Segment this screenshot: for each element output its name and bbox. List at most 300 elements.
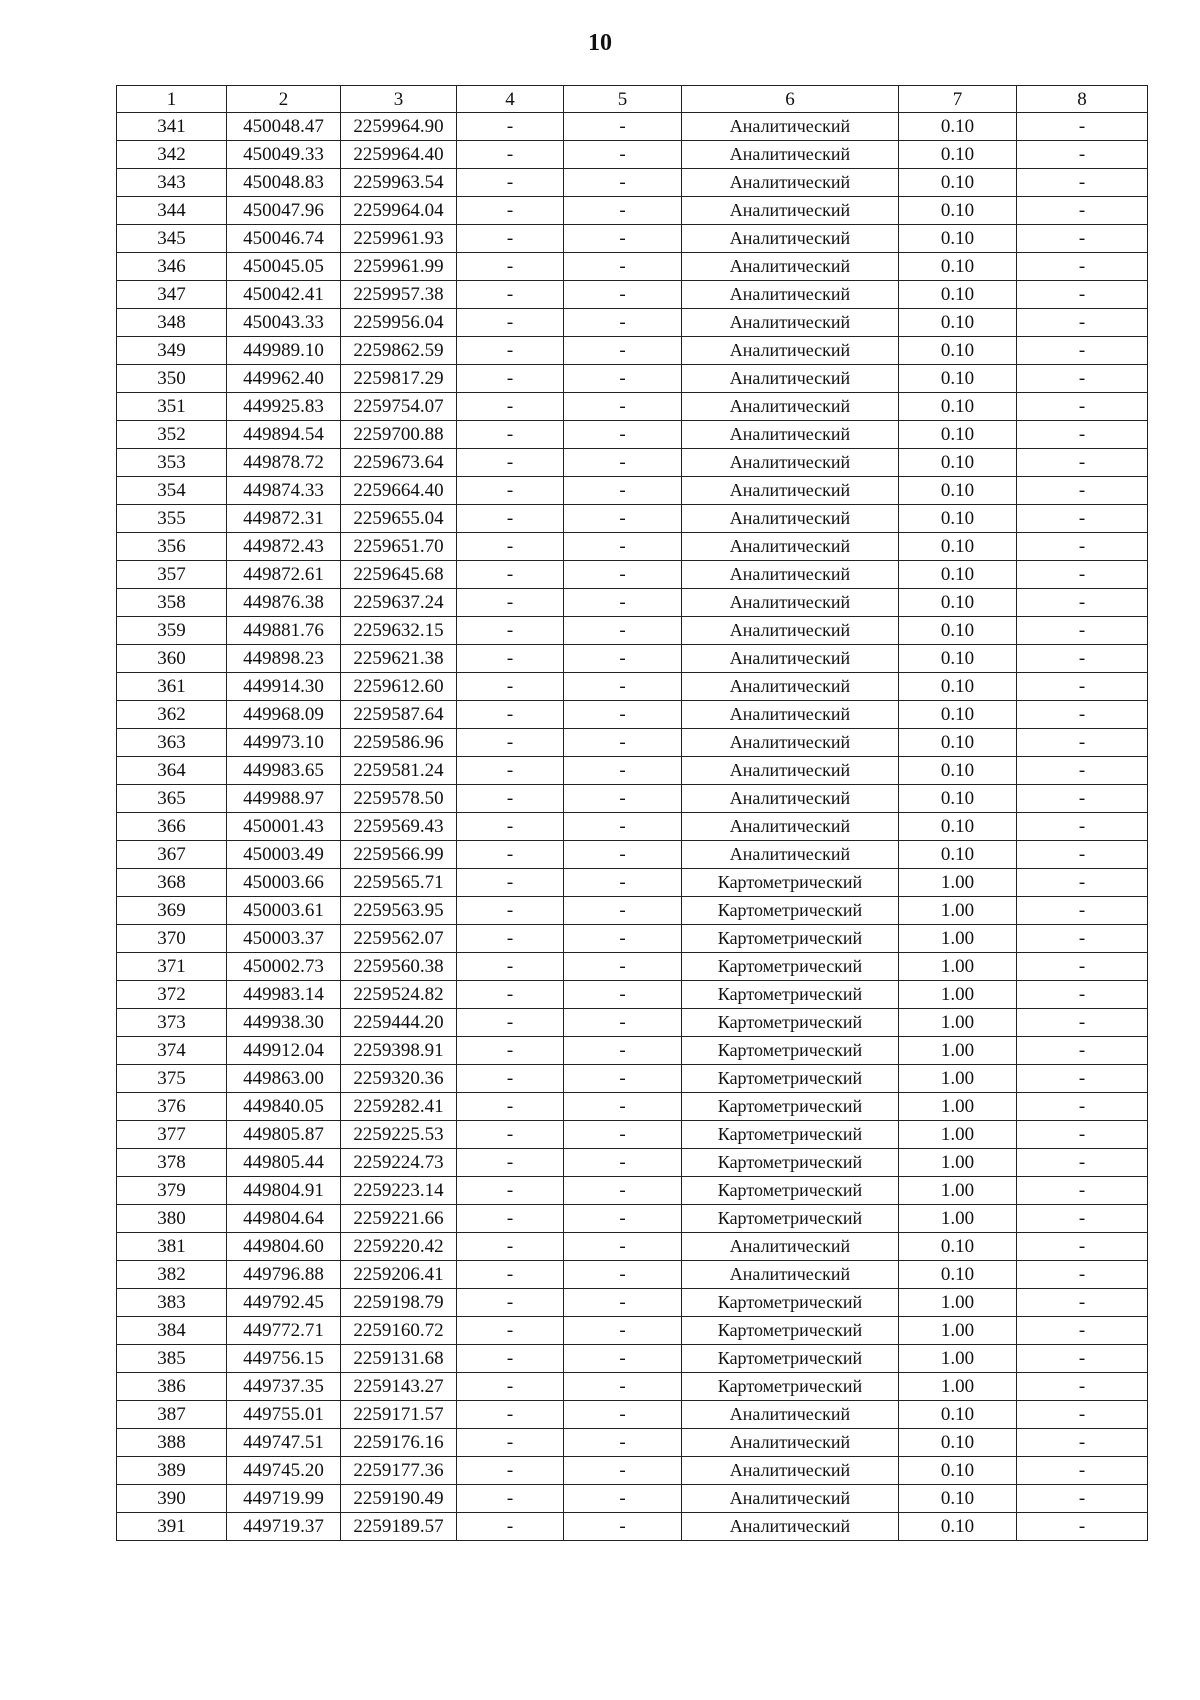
cell-method: Аналитический <box>682 253 899 281</box>
cell-method: Картометрический <box>682 925 899 953</box>
cell-coord-y: 2259655.04 <box>341 505 457 533</box>
cell-coord-x: 449872.43 <box>227 533 341 561</box>
cell-point-number: 365 <box>117 785 227 813</box>
cell-coord-x: 449872.31 <box>227 505 341 533</box>
table-row <box>117 113 1148 141</box>
cell-col-8: - <box>1017 1289 1148 1317</box>
cell-accuracy: 1.00 <box>899 1345 1017 1373</box>
cell-col-5: - <box>564 1205 682 1233</box>
cell-coord-x: 450045.05 <box>227 253 341 281</box>
cell-coord-y: 2259398.91 <box>341 1037 457 1065</box>
cell-accuracy: 0.10 <box>899 673 1017 701</box>
cell-col-8: - <box>1017 505 1148 533</box>
cell-col-4: - <box>457 1289 564 1317</box>
cell-accuracy: 0.10 <box>899 309 1017 337</box>
cell-col-5: - <box>564 645 682 673</box>
cell-accuracy: 1.00 <box>899 1317 1017 1345</box>
cell-method: Картометрический <box>682 1289 899 1317</box>
cell-coord-x: 449840.05 <box>227 1093 341 1121</box>
cell-col-4: - <box>457 1401 564 1429</box>
cell-coord-y: 2259160.72 <box>341 1317 457 1345</box>
cell-accuracy: 0.10 <box>899 477 1017 505</box>
cell-method: Картометрический <box>682 1149 899 1177</box>
cell-point-number: 353 <box>117 449 227 477</box>
cell-coord-x: 449962.40 <box>227 365 341 393</box>
cell-col-5: - <box>564 1345 682 1373</box>
table-row <box>117 281 1148 309</box>
table-row <box>117 1093 1148 1121</box>
table-row <box>117 1317 1148 1345</box>
cell-coord-y: 2259664.40 <box>341 477 457 505</box>
cell-col-4: - <box>457 1093 564 1121</box>
cell-point-number: 368 <box>117 869 227 897</box>
cell-col-4: - <box>457 141 564 169</box>
cell-point-number: 374 <box>117 1037 227 1065</box>
cell-coord-y: 2259220.42 <box>341 1233 457 1261</box>
cell-point-number: 382 <box>117 1261 227 1289</box>
cell-method: Аналитический <box>682 785 899 813</box>
table-row <box>117 645 1148 673</box>
cell-coord-x: 449881.76 <box>227 617 341 645</box>
cell-col-5: - <box>564 953 682 981</box>
cell-coord-y: 2259206.41 <box>341 1261 457 1289</box>
cell-accuracy: 0.10 <box>899 113 1017 141</box>
cell-coord-y: 2259223.14 <box>341 1177 457 1205</box>
cell-col-4: - <box>457 253 564 281</box>
cell-point-number: 376 <box>117 1093 227 1121</box>
cell-point-number: 389 <box>117 1457 227 1485</box>
cell-col-8: - <box>1017 1177 1148 1205</box>
cell-accuracy: 0.10 <box>899 701 1017 729</box>
cell-point-number: 373 <box>117 1009 227 1037</box>
column-header-7: 7 <box>899 86 1017 113</box>
cell-col-5: - <box>564 701 682 729</box>
cell-method: Картометрический <box>682 1345 899 1373</box>
cell-accuracy: 0.10 <box>899 1457 1017 1485</box>
cell-method: Аналитический <box>682 1513 899 1541</box>
cell-coord-x: 449874.33 <box>227 477 341 505</box>
cell-col-8: - <box>1017 701 1148 729</box>
cell-coord-x: 449968.09 <box>227 701 341 729</box>
table-row <box>117 197 1148 225</box>
table-row <box>117 1205 1148 1233</box>
cell-point-number: 355 <box>117 505 227 533</box>
cell-col-4: - <box>457 1037 564 1065</box>
cell-col-4: - <box>457 281 564 309</box>
cell-accuracy: 1.00 <box>899 1289 1017 1317</box>
cell-accuracy: 0.10 <box>899 281 1017 309</box>
cell-coord-x: 450047.96 <box>227 197 341 225</box>
cell-method: Картометрический <box>682 1177 899 1205</box>
cell-col-5: - <box>564 169 682 197</box>
cell-point-number: 361 <box>117 673 227 701</box>
cell-col-8: - <box>1017 1429 1148 1457</box>
cell-col-8: - <box>1017 925 1148 953</box>
cell-accuracy: 0.10 <box>899 1485 1017 1513</box>
cell-coord-x: 449894.54 <box>227 421 341 449</box>
cell-accuracy: 0.10 <box>899 505 1017 533</box>
cell-method: Картометрический <box>682 1009 899 1037</box>
column-header-2: 2 <box>227 86 341 113</box>
cell-col-8: - <box>1017 197 1148 225</box>
table-row <box>117 533 1148 561</box>
cell-coord-y: 2259700.88 <box>341 421 457 449</box>
cell-coord-x: 449925.83 <box>227 393 341 421</box>
cell-coord-y: 2259566.99 <box>341 841 457 869</box>
cell-col-8: - <box>1017 1205 1148 1233</box>
cell-point-number: 385 <box>117 1345 227 1373</box>
cell-col-8: - <box>1017 1149 1148 1177</box>
cell-method: Аналитический <box>682 421 899 449</box>
column-header-8: 8 <box>1017 86 1148 113</box>
cell-accuracy: 0.10 <box>899 841 1017 869</box>
cell-coord-x: 450048.47 <box>227 113 341 141</box>
cell-col-5: - <box>564 337 682 365</box>
cell-point-number: 381 <box>117 1233 227 1261</box>
table-header-row <box>117 86 1148 113</box>
cell-coord-x: 449983.65 <box>227 757 341 785</box>
cell-accuracy: 0.10 <box>899 1513 1017 1541</box>
cell-point-number: 375 <box>117 1065 227 1093</box>
cell-coord-y: 2259565.71 <box>341 869 457 897</box>
cell-col-8: - <box>1017 869 1148 897</box>
cell-coord-y: 2259961.99 <box>341 253 457 281</box>
cell-coord-y: 2259131.68 <box>341 1345 457 1373</box>
cell-method: Картометрический <box>682 869 899 897</box>
cell-col-4: - <box>457 1261 564 1289</box>
cell-col-8: - <box>1017 1121 1148 1149</box>
cell-coord-y: 2259637.24 <box>341 589 457 617</box>
cell-coord-x: 449872.61 <box>227 561 341 589</box>
cell-accuracy: 1.00 <box>899 869 1017 897</box>
cell-col-4: - <box>457 309 564 337</box>
table-row <box>117 1429 1148 1457</box>
cell-method: Аналитический <box>682 561 899 589</box>
cell-accuracy: 0.10 <box>899 561 1017 589</box>
cell-point-number: 351 <box>117 393 227 421</box>
table-row <box>117 477 1148 505</box>
cell-col-5: - <box>564 505 682 533</box>
cell-method: Аналитический <box>682 141 899 169</box>
cell-coord-y: 2259563.95 <box>341 897 457 925</box>
cell-col-4: - <box>457 197 564 225</box>
cell-col-5: - <box>564 477 682 505</box>
cell-col-8: - <box>1017 673 1148 701</box>
cell-col-5: - <box>564 1513 682 1541</box>
cell-col-4: - <box>457 757 564 785</box>
cell-point-number: 343 <box>117 169 227 197</box>
cell-col-8: - <box>1017 645 1148 673</box>
cell-col-4: - <box>457 897 564 925</box>
cell-col-8: - <box>1017 1345 1148 1373</box>
cell-coord-y: 2259612.60 <box>341 673 457 701</box>
cell-accuracy: 1.00 <box>899 981 1017 1009</box>
cell-col-8: - <box>1017 449 1148 477</box>
table-row <box>117 1401 1148 1429</box>
cell-col-4: - <box>457 505 564 533</box>
table-row <box>117 225 1148 253</box>
cell-accuracy: 1.00 <box>899 1121 1017 1149</box>
cell-col-5: - <box>564 869 682 897</box>
cell-col-8: - <box>1017 813 1148 841</box>
cell-method: Аналитический <box>682 309 899 337</box>
cell-point-number: 357 <box>117 561 227 589</box>
cell-col-8: - <box>1017 1233 1148 1261</box>
cell-col-4: - <box>457 1317 564 1345</box>
cell-col-4: - <box>457 533 564 561</box>
cell-coord-x: 450001.43 <box>227 813 341 841</box>
cell-coord-x: 449772.71 <box>227 1317 341 1345</box>
cell-point-number: 354 <box>117 477 227 505</box>
cell-col-5: - <box>564 813 682 841</box>
cell-accuracy: 0.10 <box>899 617 1017 645</box>
cell-coord-x: 449745.20 <box>227 1457 341 1485</box>
table-row <box>117 337 1148 365</box>
cell-coord-y: 2259651.70 <box>341 533 457 561</box>
cell-col-5: - <box>564 841 682 869</box>
cell-col-4: - <box>457 925 564 953</box>
table-row <box>117 1345 1148 1373</box>
table-row <box>117 365 1148 393</box>
table-row <box>117 1149 1148 1177</box>
table-row <box>117 141 1148 169</box>
cell-point-number: 384 <box>117 1317 227 1345</box>
cell-col-4: - <box>457 113 564 141</box>
cell-col-5: - <box>564 1317 682 1345</box>
cell-point-number: 387 <box>117 1401 227 1429</box>
cell-coord-x: 449747.51 <box>227 1429 341 1457</box>
cell-coord-y: 2259587.64 <box>341 701 457 729</box>
table-row <box>117 617 1148 645</box>
cell-accuracy: 1.00 <box>899 1037 1017 1065</box>
table-body <box>117 86 1148 1541</box>
cell-coord-y: 2259578.50 <box>341 785 457 813</box>
cell-col-5: - <box>564 365 682 393</box>
cell-col-8: - <box>1017 253 1148 281</box>
cell-accuracy: 1.00 <box>899 1177 1017 1205</box>
cell-coord-y: 2259176.16 <box>341 1429 457 1457</box>
cell-col-8: - <box>1017 169 1148 197</box>
cell-col-8: - <box>1017 981 1148 1009</box>
cell-col-5: - <box>564 197 682 225</box>
cell-point-number: 379 <box>117 1177 227 1205</box>
cell-point-number: 346 <box>117 253 227 281</box>
cell-accuracy: 0.10 <box>899 729 1017 757</box>
cell-col-5: - <box>564 1037 682 1065</box>
cell-coord-y: 2259963.54 <box>341 169 457 197</box>
cell-col-5: - <box>564 1009 682 1037</box>
cell-col-4: - <box>457 1513 564 1541</box>
cell-accuracy: 1.00 <box>899 1093 1017 1121</box>
cell-coord-x: 449983.14 <box>227 981 341 1009</box>
cell-col-4: - <box>457 365 564 393</box>
cell-coord-x: 449756.15 <box>227 1345 341 1373</box>
column-header-1: 1 <box>117 86 227 113</box>
cell-coord-x: 449804.91 <box>227 1177 341 1205</box>
cell-method: Аналитический <box>682 169 899 197</box>
cell-col-8: - <box>1017 785 1148 813</box>
cell-col-4: - <box>457 589 564 617</box>
cell-coord-x: 450003.61 <box>227 897 341 925</box>
column-header-5: 5 <box>564 86 682 113</box>
cell-coord-x: 450042.41 <box>227 281 341 309</box>
cell-col-8: - <box>1017 841 1148 869</box>
cell-accuracy: 0.10 <box>899 449 1017 477</box>
cell-col-8: - <box>1017 393 1148 421</box>
column-header-4: 4 <box>457 86 564 113</box>
cell-accuracy: 1.00 <box>899 1205 1017 1233</box>
cell-col-5: - <box>564 1373 682 1401</box>
table-row <box>117 1009 1148 1037</box>
cell-col-4: - <box>457 393 564 421</box>
cell-col-5: - <box>564 281 682 309</box>
cell-col-5: - <box>564 1485 682 1513</box>
cell-coord-y: 2259143.27 <box>341 1373 457 1401</box>
cell-coord-x: 449876.38 <box>227 589 341 617</box>
cell-point-number: 364 <box>117 757 227 785</box>
cell-col-5: - <box>564 253 682 281</box>
cell-col-5: - <box>564 1261 682 1289</box>
cell-method: Аналитический <box>682 729 899 757</box>
cell-col-8: - <box>1017 337 1148 365</box>
cell-col-8: - <box>1017 897 1148 925</box>
cell-coord-y: 2259754.07 <box>341 393 457 421</box>
cell-coord-y: 2259673.64 <box>341 449 457 477</box>
cell-coord-y: 2259817.29 <box>341 365 457 393</box>
cell-point-number: 350 <box>117 365 227 393</box>
cell-method: Аналитический <box>682 1457 899 1485</box>
cell-coord-y: 2259221.66 <box>341 1205 457 1233</box>
cell-col-4: - <box>457 953 564 981</box>
cell-col-4: - <box>457 673 564 701</box>
cell-coord-y: 2259632.15 <box>341 617 457 645</box>
cell-col-5: - <box>564 1065 682 1093</box>
cell-method: Аналитический <box>682 197 899 225</box>
cell-point-number: 391 <box>117 1513 227 1541</box>
cell-point-number: 360 <box>117 645 227 673</box>
cell-coord-x: 450003.37 <box>227 925 341 953</box>
cell-accuracy: 1.00 <box>899 925 1017 953</box>
cell-coord-y: 2259964.40 <box>341 141 457 169</box>
cell-coord-x: 449755.01 <box>227 1401 341 1429</box>
cell-col-5: - <box>564 617 682 645</box>
cell-col-8: - <box>1017 1065 1148 1093</box>
cell-point-number: 372 <box>117 981 227 1009</box>
cell-coord-y: 2259964.04 <box>341 197 457 225</box>
table-row <box>117 169 1148 197</box>
cell-point-number: 390 <box>117 1485 227 1513</box>
table-row <box>117 1373 1148 1401</box>
table-row <box>117 1485 1148 1513</box>
cell-point-number: 345 <box>117 225 227 253</box>
table-row <box>117 1037 1148 1065</box>
cell-method: Аналитический <box>682 281 899 309</box>
table-row <box>117 421 1148 449</box>
cell-point-number: 348 <box>117 309 227 337</box>
cell-col-4: - <box>457 981 564 1009</box>
cell-col-8: - <box>1017 617 1148 645</box>
cell-method: Картометрический <box>682 1037 899 1065</box>
cell-point-number: 388 <box>117 1429 227 1457</box>
cell-col-5: - <box>564 141 682 169</box>
cell-point-number: 349 <box>117 337 227 365</box>
table-row <box>117 729 1148 757</box>
cell-col-8: - <box>1017 533 1148 561</box>
cell-col-5: - <box>564 589 682 617</box>
cell-coord-x: 449878.72 <box>227 449 341 477</box>
cell-coord-x: 450003.49 <box>227 841 341 869</box>
cell-accuracy: 0.10 <box>899 785 1017 813</box>
cell-accuracy: 0.10 <box>899 533 1017 561</box>
cell-accuracy: 0.10 <box>899 421 1017 449</box>
cell-col-5: - <box>564 1093 682 1121</box>
table-row <box>117 1121 1148 1149</box>
cell-col-5: - <box>564 533 682 561</box>
cell-coord-y: 2259621.38 <box>341 645 457 673</box>
cell-coord-y: 2259224.73 <box>341 1149 457 1177</box>
cell-coord-x: 450002.73 <box>227 953 341 981</box>
cell-point-number: 366 <box>117 813 227 841</box>
page-number: 10 <box>588 30 612 56</box>
cell-col-4: - <box>457 1485 564 1513</box>
table-row <box>117 505 1148 533</box>
cell-accuracy: 1.00 <box>899 897 1017 925</box>
cell-method: Картометрический <box>682 1093 899 1121</box>
cell-coord-y: 2259171.57 <box>341 1401 457 1429</box>
cell-col-4: - <box>457 1121 564 1149</box>
cell-coord-y: 2259320.36 <box>341 1065 457 1093</box>
cell-col-5: - <box>564 785 682 813</box>
table-row <box>117 561 1148 589</box>
cell-col-4: - <box>457 729 564 757</box>
cell-col-8: - <box>1017 589 1148 617</box>
cell-col-4: - <box>457 1429 564 1457</box>
cell-coord-y: 2259189.57 <box>341 1513 457 1541</box>
cell-col-8: - <box>1017 1401 1148 1429</box>
cell-point-number: 359 <box>117 617 227 645</box>
cell-accuracy: 0.10 <box>899 589 1017 617</box>
cell-method: Аналитический <box>682 1429 899 1457</box>
cell-coord-y: 2259569.43 <box>341 813 457 841</box>
cell-col-5: - <box>564 1429 682 1457</box>
cell-point-number: 380 <box>117 1205 227 1233</box>
cell-coord-y: 2259198.79 <box>341 1289 457 1317</box>
cell-method: Картометрический <box>682 953 899 981</box>
cell-point-number: 371 <box>117 953 227 981</box>
cell-accuracy: 0.10 <box>899 169 1017 197</box>
cell-col-5: - <box>564 757 682 785</box>
cell-col-4: - <box>457 421 564 449</box>
cell-method: Аналитический <box>682 1401 899 1429</box>
cell-coord-x: 449792.45 <box>227 1289 341 1317</box>
table-row <box>117 1457 1148 1485</box>
cell-col-4: - <box>457 785 564 813</box>
cell-coord-x: 449912.04 <box>227 1037 341 1065</box>
cell-col-5: - <box>564 1401 682 1429</box>
cell-col-4: - <box>457 701 564 729</box>
cell-accuracy: 0.10 <box>899 1429 1017 1457</box>
cell-point-number: 363 <box>117 729 227 757</box>
cell-point-number: 383 <box>117 1289 227 1317</box>
cell-col-5: - <box>564 1289 682 1317</box>
table-row <box>117 449 1148 477</box>
cell-method: Картометрический <box>682 1121 899 1149</box>
cell-col-4: - <box>457 813 564 841</box>
cell-coord-y: 2259282.41 <box>341 1093 457 1121</box>
cell-accuracy: 0.10 <box>899 253 1017 281</box>
cell-coord-y: 2259177.36 <box>341 1457 457 1485</box>
cell-col-8: - <box>1017 1261 1148 1289</box>
